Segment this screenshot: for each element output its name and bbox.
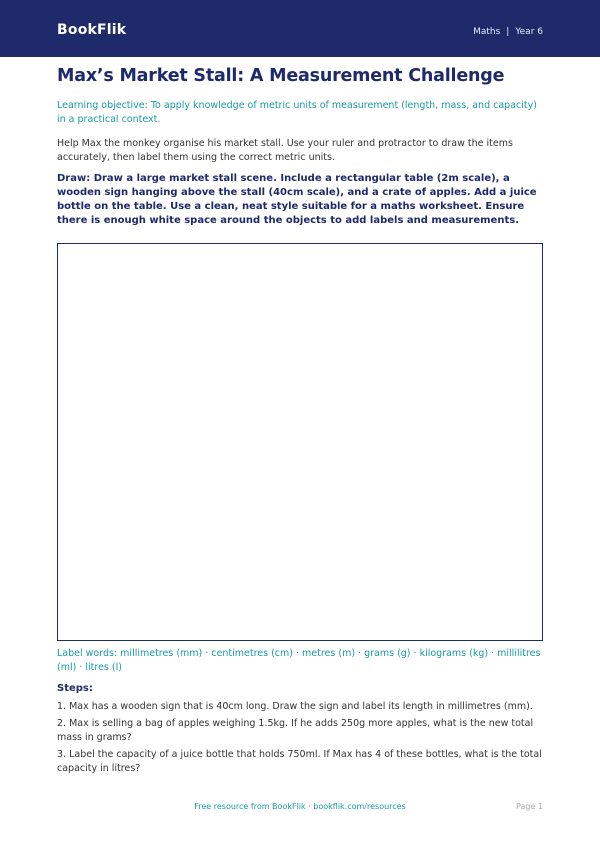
steps-list: [57, 700, 547, 779]
subject-year: [473, 27, 543, 37]
year-label: Year 6: [515, 27, 543, 37]
intro-text: Help Max the monkey organise his market stall. Use your ruler and protractor to draw the items accurately, then label them using the correct metric units.: [57, 138, 513, 163]
step-item: 1. Max has a wooden sign that is 40cm long. Draw the sign and label its length in millimetres (mm).: [57, 701, 533, 712]
step-item: 2. Max is selling a bag of apples weighing 1.5kg. If he adds 250g more apples, what is the new total mass in grams?: [57, 718, 534, 743]
drawing-area[interactable]: [57, 243, 543, 641]
meta-separator: |: [506, 27, 510, 37]
label-words: Label words: millimetres (mm) · centimetres (cm) · metres (m) · grams (g) · kilograms (kg) · millilitres (ml) · litres (l): [57, 648, 541, 673]
step-item: 3. Label the capacity of a juice bottle that holds 750ml. If Max has 4 of these bottles, what is the total capacity in litres?: [57, 749, 542, 774]
header-bar: [0, 0, 600, 57]
draw-instruction: Draw: Draw a large market stall scene. Include a rectangular table (2m scale), a wooden sign hanging above the stall (40cm scale), and a crate of apples. Add a juice bottle on the table. Use a clean, neat style suitable for a maths worksheet. Ensure there is enough white space around the objects to add labels and measurements.: [57, 173, 537, 226]
subject-label: Maths: [473, 27, 501, 37]
page-number: Page 1: [516, 802, 543, 811]
learning-objective: Learning objective: To apply knowledge of metric units of measurement (length, mass, and capacity) in a practical context.: [57, 100, 537, 125]
page-title: Max’s Market Stall: A Measurement Challenge: [57, 66, 505, 86]
brand-logo[interactable]: BookFlik: [57, 22, 127, 38]
footer-credit[interactable]: Free resource from BookFlik · bookflik.com/resources: [194, 802, 406, 811]
steps-heading: Steps:: [57, 683, 93, 694]
